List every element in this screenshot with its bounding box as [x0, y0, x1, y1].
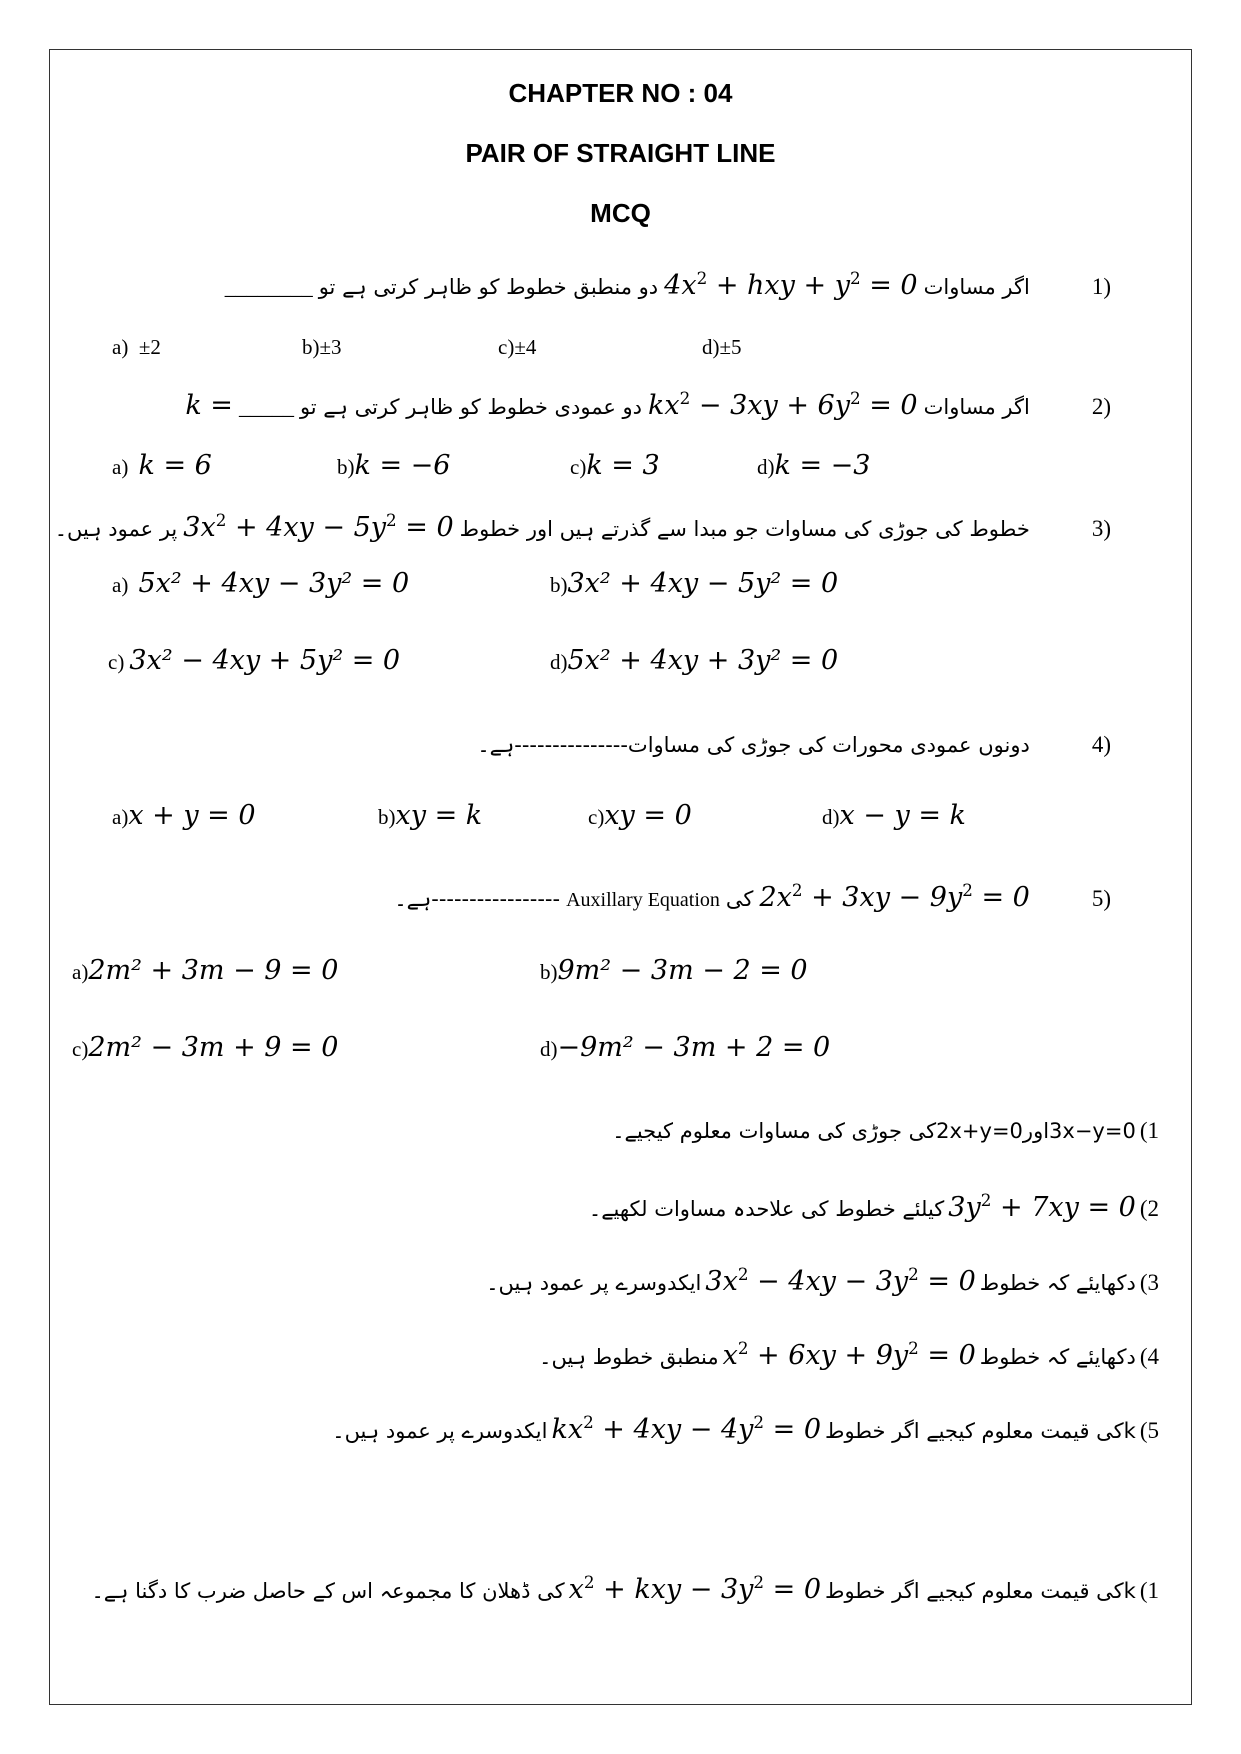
- question-urdu-ki: کی: [725, 887, 754, 911]
- question-number: 1): [1139, 1118, 1159, 1143]
- question-urdu-text: دونوں عمودی محورات کی جوڑی کی مساوات---------------ہے۔: [477, 733, 1030, 757]
- question-equation: $2x^2 + 3xy - 9y^2 = 0$: [759, 880, 1030, 913]
- option-d: d)k = −3: [757, 450, 871, 481]
- option-d: d)5x² + 4xy + 3y² = 0: [550, 645, 839, 676]
- long-question-1: [92, 1572, 1160, 1605]
- question-number: (5: [1091, 886, 1111, 911]
- question-equation: $x^2 + 6xy + 9y^2 = 0$: [722, 1338, 976, 1371]
- question-text: کیلئے خطوط کی علاحدہ مساوات لکھیے۔: [588, 1197, 945, 1221]
- option-d: d)−9m² − 3m + 2 = 0: [540, 1032, 831, 1063]
- mcq-question-4: [477, 732, 1111, 758]
- question-urdu-tail: دو منطبق خطوط کو ظاہر کرتی ہے تو: [318, 275, 659, 299]
- option-c: c)±4: [498, 335, 537, 359]
- option-d: d)±5: [702, 335, 742, 359]
- option-b: b)9m² − 3m − 2 = 0: [540, 955, 808, 986]
- question-number: (3: [1091, 516, 1111, 541]
- question-number: 4): [1139, 1344, 1159, 1369]
- option-a: a) 5x² + 4xy − 3y² = 0: [112, 568, 410, 599]
- question-equation: $kx^2 + 4xy - 4y^2 = 0$: [551, 1412, 822, 1445]
- question-number: 3): [1139, 1270, 1159, 1295]
- section-heading: MCQ: [590, 198, 651, 228]
- short-question-3: [486, 1264, 1159, 1297]
- option-c: c)xy = 0: [588, 800, 692, 831]
- question-equation: $3x^2 + 4xy - 5y^2 = 0$: [183, 510, 454, 543]
- question-equation: $3x^2 - 4xy - 3y^2 = 0$: [705, 1264, 976, 1297]
- option-c: c) 3x² − 4xy + 5y² = 0: [108, 645, 401, 676]
- option-b: b)±3: [302, 335, 342, 359]
- question-urdu-tail: -----------------ہے۔: [394, 887, 561, 911]
- short-question-1: [612, 1118, 1159, 1144]
- question-number: (4: [1091, 732, 1111, 757]
- question-number: 5): [1139, 1418, 1159, 1443]
- question-equation: $kx^2 - 3xy + 6y^2 = 0$: [648, 388, 918, 421]
- question-tail-math: k =: [185, 390, 233, 421]
- question-text: منطبق خطوط ہیں۔: [539, 1345, 719, 1369]
- option-a: a) ±2: [112, 335, 161, 359]
- question-lead: kکی قیمت معلوم کیجیے اگر خطوط: [825, 1579, 1136, 1603]
- question-urdu-tail: دو عمودی خطوط کو ظاہر کرتی ہے تو: [299, 395, 643, 419]
- question-equation: $x^2$ + kxy − $3y^2 = 0$: [568, 1572, 822, 1605]
- question-number: 2): [1139, 1196, 1159, 1221]
- short-question-4: [539, 1338, 1159, 1371]
- option-b: b)k = −6: [337, 450, 451, 481]
- mcq-question-5: [394, 880, 1111, 913]
- option-a: a)2m² + 3m − 9 = 0: [72, 955, 339, 986]
- mcq-question-1: [225, 268, 1111, 301]
- question-lead: دکھایئے کہ خطوط: [979, 1271, 1136, 1295]
- short-question-2: [589, 1190, 1159, 1223]
- chapter-heading: CHAPTER NO : 04: [508, 78, 733, 108]
- question-equation: $3y^2 + 7xy = 0$: [948, 1190, 1136, 1223]
- question-number: (2: [1091, 394, 1111, 419]
- question-equation: $4x^2$ + hxy + $y^2 = 0$: [664, 268, 918, 301]
- option-c: c)2m² − 3m + 9 = 0: [72, 1032, 339, 1063]
- option-b: b)3x² + 4xy − 5y² = 0: [550, 568, 839, 599]
- question-text: ایکدوسرے پر عمود ہیں۔: [332, 1419, 548, 1443]
- mcq-question-2: [185, 388, 1111, 421]
- option-a: a) k = 6: [112, 450, 212, 481]
- question-number: (1: [1091, 274, 1111, 299]
- question-urdu-lead: خطوط کی جوڑی کی مساوات جو مبدا سے گذرتے ہیں اور خطوط: [459, 517, 1030, 541]
- question-text: ایکدوسرے پر عمود ہیں۔: [486, 1271, 702, 1295]
- question-urdu-lead: اگر مساوات: [923, 275, 1030, 299]
- chapter-title: PAIR OF STRAIGHT LINE: [465, 138, 776, 168]
- option-c: c)k = 3: [570, 450, 660, 481]
- short-question-5: [332, 1412, 1159, 1445]
- question-text: کی ڈھلان کا مجموعہ اس کے حاصل ضرب کا دگنا ہے۔: [91, 1579, 565, 1603]
- question-lead: kکی قیمت معلوم کیجیے اگر خطوط: [825, 1419, 1136, 1443]
- answer-blank: _____: [238, 394, 294, 419]
- question-number: 1): [1139, 1578, 1159, 1603]
- question-urdu-lead: اگر مساوات: [923, 395, 1030, 419]
- option-b: b)xy = k: [378, 800, 483, 831]
- question-urdu-tail: پر عمود ہیں۔: [54, 517, 178, 541]
- answer-blank: ________: [224, 274, 313, 299]
- question-lead: دکھایئے کہ خطوط: [979, 1345, 1136, 1369]
- question-text: 3x−y=0اور2x+y=0کی جوڑی کی مساوات معلوم کیجیے۔: [612, 1119, 1136, 1143]
- mcq-question-3: [55, 510, 1111, 543]
- option-a: a)x + y = 0: [112, 800, 256, 831]
- option-d: d)x − y = k: [822, 800, 966, 831]
- question-english-term: Auxillary Equation: [566, 889, 720, 911]
